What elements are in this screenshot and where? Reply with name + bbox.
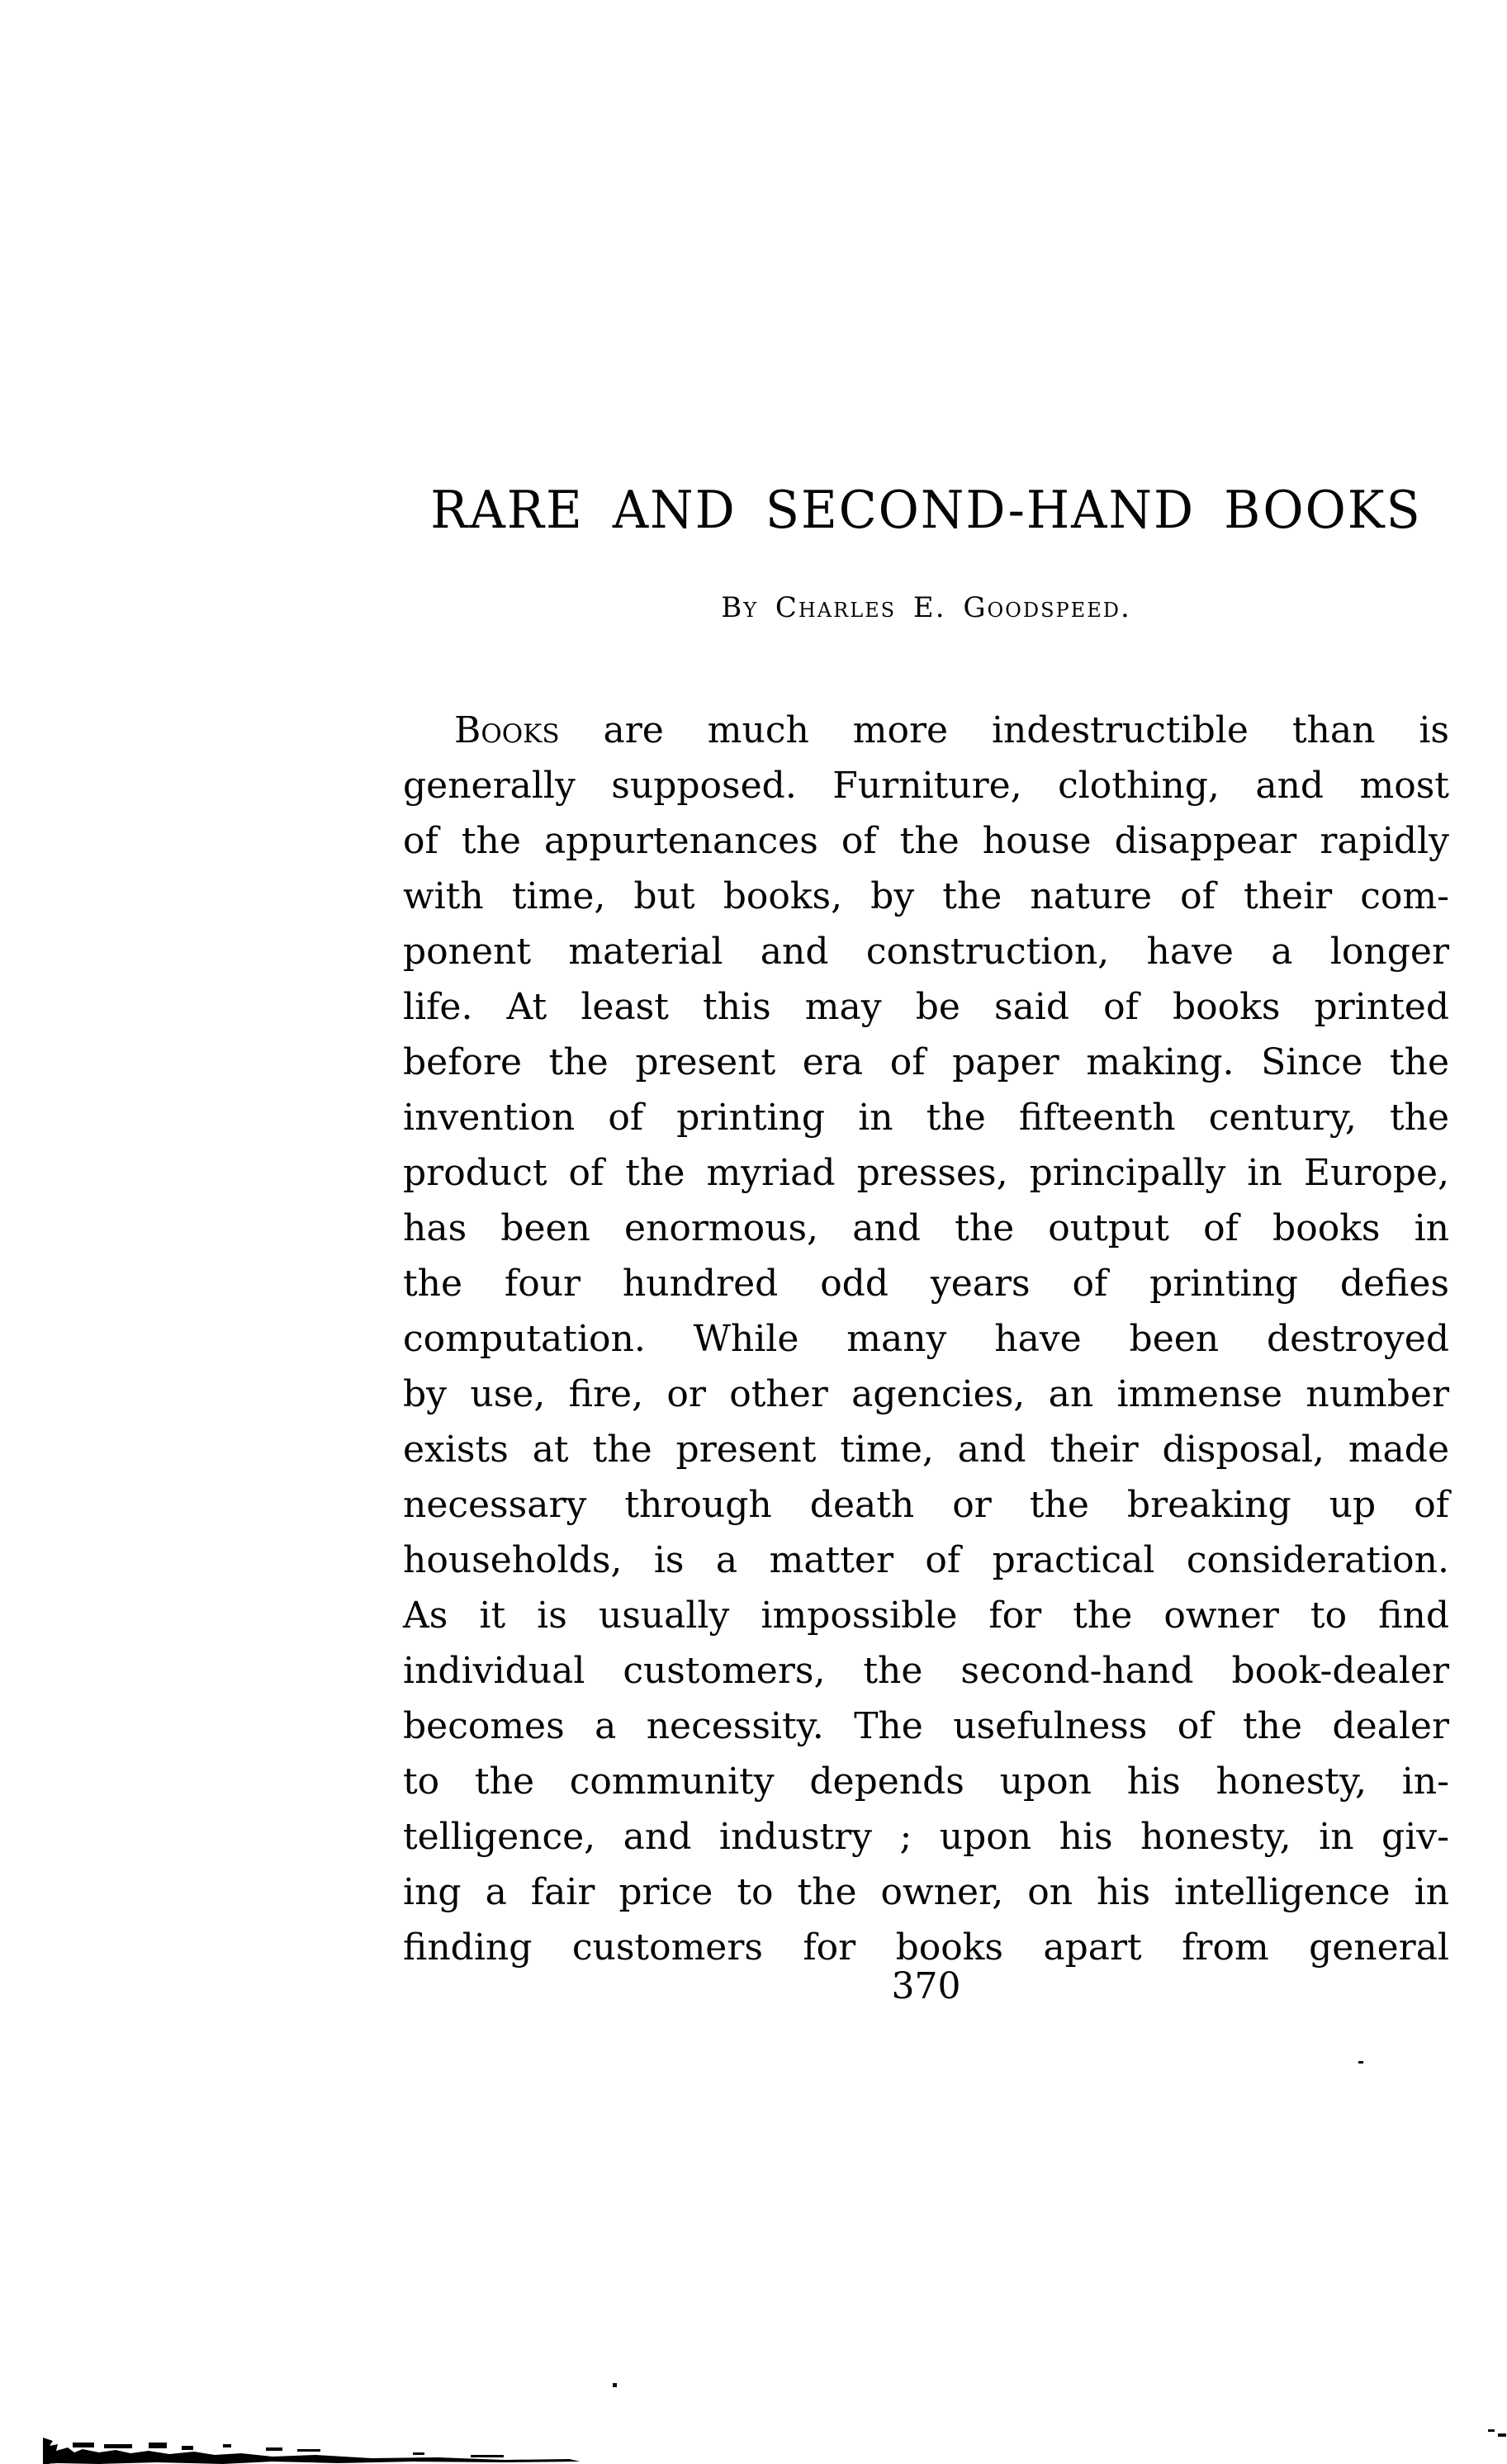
scan-smudge-artifact: [25, 2428, 619, 2464]
text-line: of the appurtenances of the house disappear rapidly: [403, 820, 1449, 862]
text-line: exists at the present time, and their disposal, made: [403, 1429, 1449, 1471]
text-line: telligence, and industry ; upon his honesty, in giv-: [403, 1816, 1449, 1858]
article-title: RARE AND SECOND-HAND BOOKS: [430, 481, 1422, 541]
text-line: has been enormous, and the output of books in: [403, 1207, 1449, 1249]
text-line: As it is usually impossible for the owner to find: [403, 1594, 1449, 1637]
page-number: 370: [891, 1965, 961, 2007]
text-line: the four hundred odd years of printing defies: [403, 1263, 1449, 1305]
text-line: becomes a necessity. The usefulness of the dealer: [403, 1705, 1449, 1747]
text-line: generally supposed. Furniture, clothing, and most: [403, 765, 1449, 807]
scan-speck: [1498, 2433, 1506, 2437]
text-line: life. At least this may be said of books printed: [403, 986, 1449, 1028]
text-line: [403, 703, 1449, 758]
lead-smallcaps: ooks: [481, 709, 560, 751]
text-line: product of the myriad presses, principally in Europe,: [403, 1152, 1449, 1194]
scan-speck: [613, 2383, 617, 2387]
line-text: are much more indestructible than is: [559, 709, 1449, 751]
text-line: ponent material and construction, have a longer: [403, 931, 1449, 973]
text-line: ing a fair price to the owner, on his intelligence in: [403, 1871, 1449, 1913]
text-line: individual customers, the second-hand book-dealer: [403, 1650, 1449, 1692]
text-line: by use, fire, or other agencies, an immense number: [403, 1373, 1449, 1415]
article-byline: By Charles E. Goodspeed.: [721, 591, 1131, 624]
scan-speck: [1358, 2061, 1363, 2064]
text-line: to the community depends upon his honesty, in-: [403, 1760, 1449, 1803]
text-line: necessary through death or the breaking up of: [403, 1484, 1449, 1526]
text-line: households, is a matter of practical consideration.: [403, 1539, 1449, 1581]
text-line: finding customers for books apart from general: [403, 1926, 1449, 1969]
text-line: with time, but books, by the nature of their com-: [403, 875, 1449, 917]
scan-speck: [1488, 2429, 1495, 2432]
text-line: before the present era of paper making. Since the: [403, 1041, 1449, 1083]
text-line: invention of printing in the fifteenth century, the: [403, 1097, 1449, 1139]
text-line: computation. While many have been destroyed: [403, 1318, 1449, 1360]
lead-capital: B: [454, 709, 481, 751]
article-body: [403, 703, 1449, 1975]
